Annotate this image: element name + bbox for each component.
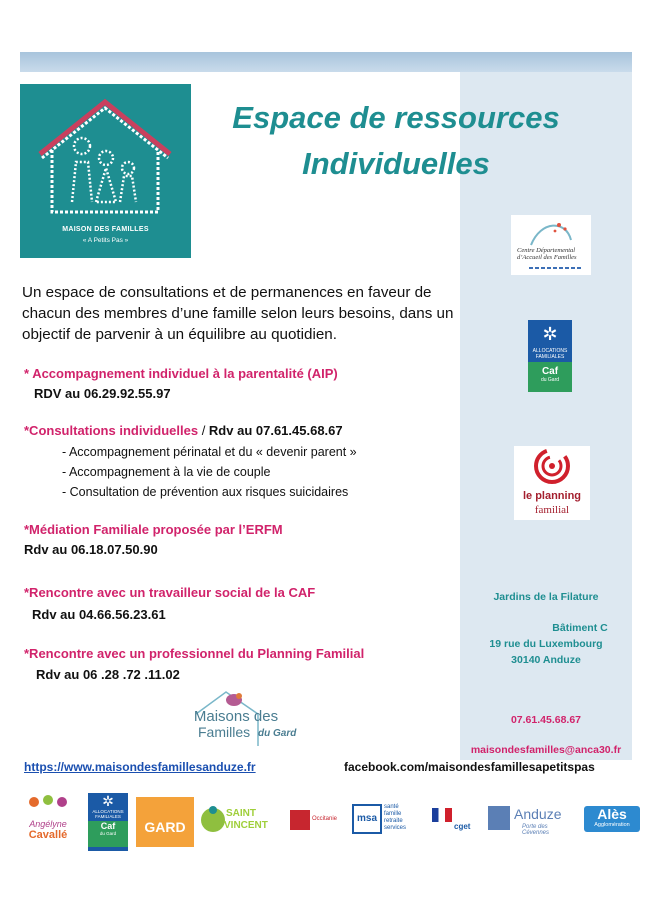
partner-caf-band [88,821,128,847]
anduze-name: Anduze [514,806,562,822]
cdaf-logo [511,215,591,275]
section-planning-title: *Rencontre avec un professionnel du Planning Familial [24,646,365,661]
caf-logo [528,320,572,392]
section-consult-sep: / [198,423,209,438]
partner-gard-logo [136,797,194,847]
logo-name-line1: MAISON DES FAMILLES [62,226,149,233]
caf-snowflake-icon: ✲ [542,324,558,344]
section-consult-header [24,423,343,438]
partner-ales-logo [584,792,640,844]
caf-green-band [528,362,572,392]
occitanie-cross-icon [290,810,310,830]
saint-vincent-line1: SAINT [226,808,256,819]
msa-mark: msa [352,804,382,834]
address-street: 19 rue du Luxembourg [489,638,603,650]
partner-caf-logo [88,793,128,851]
list-item: - Consultation de prévention aux risques suicidaires [62,482,357,502]
partner-caf-line1: ALLOCATIONS [92,809,124,814]
planning-familial-logo [514,446,590,520]
maisons-line2: Familles [198,724,251,740]
maisons-familles-gard-logo [176,686,306,752]
msa-text [384,804,406,832]
address-place: Jardins de la Filature [493,591,599,603]
address-building: Bâtiment C [552,622,608,634]
planning-swirl-icon [514,446,590,488]
top-banner [20,52,632,72]
section-caf-title: *Rencontre avec un travailleur social de la CAF [24,585,316,600]
runner-icon [200,800,226,840]
msa-line4: services [384,825,407,831]
caf-snowflake-icon: ✲ [102,793,114,809]
partner-caf-label: Caf [100,821,116,831]
msa-line3: retraite [384,818,403,824]
angelyne-line1: Angélyne [29,819,67,829]
consult-list [62,442,357,502]
section-erfm-title: *Médiation Familiale proposée par l’ERFM [24,522,283,537]
section-erfm-rdv: Rdv au 06.18.07.50.90 [24,542,158,557]
logo-name-line2: « A Petits Pas » [82,237,129,244]
section-aip-title: * Accompagnement individuel à la parentalité (AIP) [24,366,338,381]
list-item: - Accompagnement à la vie de couple [62,462,357,482]
republic-flag-icon [432,808,452,822]
gard-label: GARD [144,819,186,835]
facebook-link[interactable]: facebook.com/maisondesfamillesapetitspas [344,760,595,774]
partner-occitanie-logo [290,792,342,844]
list-item: - Accompagnement périnatal et du « devenir parent » [62,442,357,462]
maisons-line1: Maisons des [193,708,279,725]
maisons-line3: du Gard [258,728,297,739]
partner-msa-logo [352,792,424,844]
angelyne-line2: Cavallé [28,829,68,841]
website-link[interactable]: https://www.maisondesfamillesanduze.fr [24,760,256,774]
planning-line1: le planning [522,490,582,502]
caf-label: Caf [541,366,559,377]
caf-sub: du Gard [540,377,560,383]
partner-anduze-logo [488,792,576,844]
msa-line1: santé [384,804,399,810]
contact-email[interactable]: maisondesfamilles@anca30.fr [470,744,622,756]
contact-phone[interactable]: 07.61.45.68.67 [510,714,582,726]
partner-angelyne-logo [20,792,76,844]
section-consult-rdv: Rdv au 07.61.45.68.67 [208,423,343,438]
planning-line2: familial [534,504,570,516]
partner-caf-line2: FAMILIALES [95,814,121,819]
ales-name: Alès [597,806,627,822]
ales-sub: Agglomération [594,822,630,828]
caf-logo-line2: FAMILIALES [535,354,565,360]
intro-paragraph: Un espace de consultations et de permanences en faveur de chacun des membres d’une famille selon leurs besoins, dans un objectif de parvenir à un équilibre au quotidien. [22,284,454,343]
partner-saint-vincent-logo [200,792,278,844]
anduze-crest-icon [488,806,510,830]
house-family-icon [20,84,191,224]
cdaf-swirl-icon [511,215,591,275]
page-title-line2: Individuelles [302,146,490,181]
address-city: 30140 Anduze [511,654,581,666]
page-title-line1: Espace de ressources [232,100,560,135]
people-icon [20,792,76,814]
ales-badge [584,806,640,832]
occitanie-label: Occitanie [312,816,338,822]
cdaf-text: Centre Départemental d’Accueil des Familles [517,247,577,261]
section-planning-rdv: Rdv au 06 .28 .72 .11.02 [36,667,180,682]
maison-des-familles-logo [20,84,191,258]
section-aip-rdv: RDV au 06.29.92.55.97 [34,386,171,401]
anduze-tag: Porte des Cévennes [522,824,550,836]
section-consult-title: *Consultations individuelles [24,423,199,438]
msa-line2: famille [384,811,402,817]
caf-logo-line1: ALLOCATIONS [532,348,568,354]
cget-label: cget [454,822,471,831]
partner-caf-sub: du Gard [99,831,117,836]
partner-cget-logo [432,792,472,844]
section-caf-rdv: Rdv au 04.66.56.23.61 [32,607,166,622]
saint-vincent-line2: VINCENT [224,820,268,831]
